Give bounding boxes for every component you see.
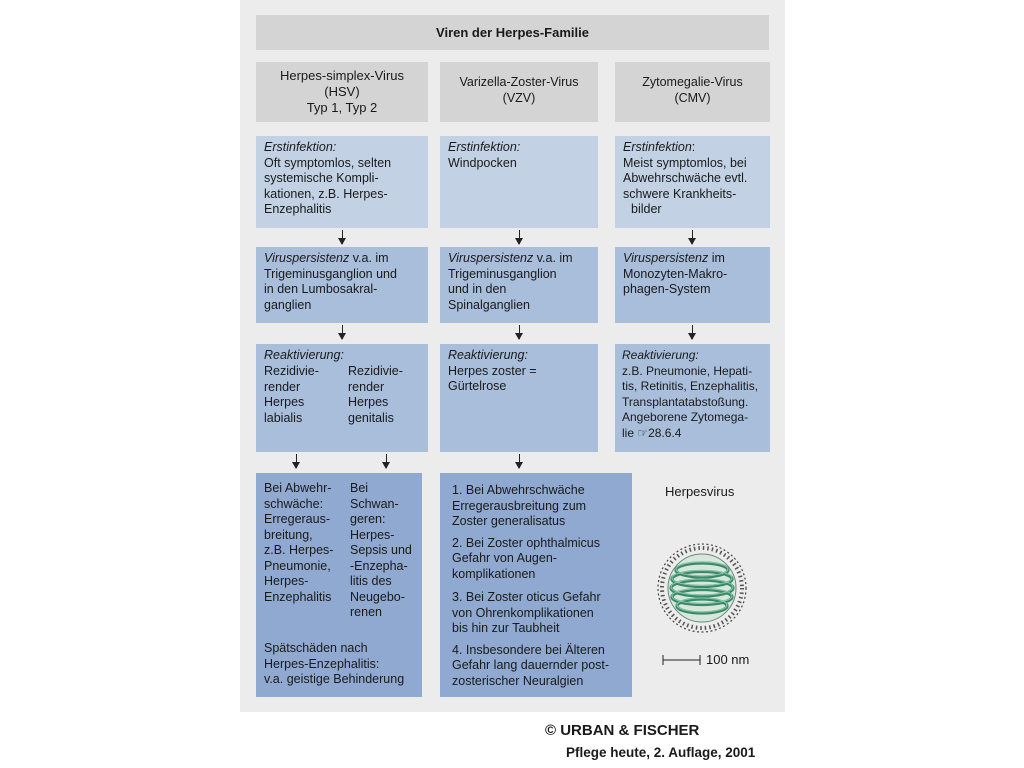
text-line: Bei Abwehr- xyxy=(264,481,332,495)
viruspersistenz-label: Viruspersistenz xyxy=(264,251,350,265)
arrow-down xyxy=(519,325,520,339)
reaktivierung-label: Reaktivierung: xyxy=(264,348,344,362)
text-line: z.B. Pneumonie, Hepati- xyxy=(622,363,753,378)
text-line: Monozyten-Makro- xyxy=(623,266,728,281)
erstinfektion-label: Erstinfektion: xyxy=(448,140,521,154)
text-line: z.B. Herpes- xyxy=(264,543,334,557)
viruspersistenz-label: Viruspersistenz xyxy=(448,251,534,265)
reaktivierung-label: Reaktivierung: xyxy=(448,348,528,362)
text-line: breitung, xyxy=(264,527,313,542)
scale-label: 100 nm xyxy=(706,652,750,667)
reak-labialis xyxy=(264,364,319,426)
vzv-reaktivierung xyxy=(440,344,598,452)
text-line: labialis xyxy=(264,410,303,425)
text-line: -Enzepha- xyxy=(350,558,408,573)
text-line: Abwehrschwäche evtl. xyxy=(623,171,748,185)
text-line: Sepsis und xyxy=(350,543,412,557)
text-line: Neugebo- xyxy=(350,589,405,604)
text-line: geren: xyxy=(350,512,386,526)
text-line: schwere Krankheits- xyxy=(623,186,737,201)
hsv-viruspersistenz xyxy=(256,247,428,323)
text-line: Trigeminusganglion xyxy=(448,266,557,281)
text-line: bilder xyxy=(631,202,662,216)
text-line: Erregerausbreitung zum xyxy=(452,498,587,513)
text-line: Herpes- xyxy=(264,574,309,588)
reak-genitalis xyxy=(348,364,403,426)
header-hsv-line: (HSV) xyxy=(324,84,360,99)
text-line: Erregeraus- xyxy=(264,512,330,526)
title-bar xyxy=(256,15,769,50)
arrow-down xyxy=(342,230,343,244)
viruspersistenz-label: Viruspersistenz xyxy=(623,251,709,265)
text-line: Spätschäden nach xyxy=(264,641,368,655)
text-line: Trigeminusganglion und xyxy=(264,266,397,281)
cmv-viruspersistenz xyxy=(615,247,770,323)
arrow-down xyxy=(692,230,693,244)
text-line: von Ohrenkomplikationen xyxy=(452,605,594,620)
reaktivierung-label: Reaktivierung: xyxy=(622,348,699,362)
text-line: litis des xyxy=(350,574,392,588)
source-citation: Pflege heute, 2. Auflage, 2001 xyxy=(566,745,756,760)
vzv-komplikationen xyxy=(440,473,632,697)
text-line: komplikationen xyxy=(452,566,536,581)
arrow-down xyxy=(519,454,520,468)
text-line: Herpes zoster = xyxy=(448,363,537,378)
herpesvirus-label: Herpesvirus xyxy=(665,484,735,499)
text-line: und in den xyxy=(448,282,507,296)
text-line: Herpes xyxy=(348,395,389,409)
text-line: systemische Kompli- xyxy=(264,171,379,185)
text-line: Rezidivie- xyxy=(348,364,403,378)
header-vzv xyxy=(440,62,598,122)
header-hsv-line: Typ 1, Typ 2 xyxy=(306,100,378,115)
text-line: render xyxy=(264,379,301,394)
text-line: in den Lumbosakral- xyxy=(264,282,378,296)
header-vzv-line: Varizella-Zoster-Virus xyxy=(459,75,579,89)
arrow-down xyxy=(342,325,343,339)
text-line: Herpes xyxy=(264,395,305,409)
erstinfektion-label: Erstinfektion: xyxy=(264,140,337,154)
text-line: Schwan- xyxy=(350,496,399,511)
arrow-down xyxy=(296,454,297,468)
text-line: kationen, z.B. Herpes- xyxy=(264,186,388,201)
comp-item-4 xyxy=(452,643,624,690)
comp-spaetschaeden xyxy=(264,641,404,688)
diagram-title: Viren der Herpes-Familie xyxy=(436,25,589,40)
text-line: Angeborene Zytomega- xyxy=(622,410,749,424)
text-line: Gefahr von Augen- xyxy=(452,551,557,565)
text-line: ganglien xyxy=(264,297,312,312)
text-line: genitalis xyxy=(348,410,394,425)
arrow-down xyxy=(692,325,693,339)
hsv-erstinfektion xyxy=(256,136,428,228)
text-line: Meist symptomlos, bei xyxy=(623,155,747,170)
text-line: renen xyxy=(350,605,382,619)
text-line: im xyxy=(708,251,725,265)
text-line: Herpes-Enzephalitis: xyxy=(264,656,380,671)
hsv-komplikationen xyxy=(256,473,422,697)
text-line: 3. Bei Zoster oticus Gefahr xyxy=(452,590,601,604)
text-line: phagen-System xyxy=(623,282,711,296)
vzv-erstinfektion xyxy=(440,136,598,228)
scale-bar-icon xyxy=(662,654,702,666)
arrow-down xyxy=(519,230,520,244)
header-cmv-line: (CMV) xyxy=(674,91,711,105)
cmv-erstinfektion xyxy=(615,136,770,228)
text-line: Pneumonie, xyxy=(264,558,331,573)
comp-abwehrschwaeche xyxy=(264,481,333,605)
text-line: Oft symptomlos, selten xyxy=(264,155,392,170)
herpesvirus-icon xyxy=(652,540,752,635)
header-hsv-line: Herpes-simplex-Virus xyxy=(279,68,404,83)
copyright: © URBAN & FISCHER xyxy=(545,722,700,739)
text-line: Gefahr lang dauernder post- xyxy=(452,658,610,672)
comp-item-1 xyxy=(452,483,624,530)
header-vzv-line: (VZV) xyxy=(502,91,536,105)
text-line: 1. Bei Abwehrschwäche xyxy=(452,483,585,497)
text-line: Enzephalitis xyxy=(264,202,332,216)
hsv-reaktivierung xyxy=(256,344,428,452)
comp-schwangere xyxy=(350,481,412,621)
header-hsv xyxy=(256,62,428,122)
text-line: v.a. geistige Behinderung xyxy=(264,672,405,686)
text-line: bis hin zur Taubheit xyxy=(452,621,560,635)
comp-item-2 xyxy=(452,536,624,583)
text-line: 2. Bei Zoster ophthalmicus xyxy=(452,535,600,550)
text-line: Zoster generalisatus xyxy=(452,514,566,528)
text-line: Bei xyxy=(350,481,369,495)
text-line: Herpes- xyxy=(350,527,395,542)
text-line: lie ☞28.6.4 xyxy=(622,425,682,440)
text-line: Transplantatabstoßung. xyxy=(622,394,749,409)
text-line: render xyxy=(348,379,385,394)
header-cmv-line: Zytomegalie-Virus xyxy=(642,75,743,89)
erstinfektion-label: Erstinfektion xyxy=(623,140,692,154)
text-line: 4. Insbesondere bei Älteren xyxy=(452,642,605,657)
text-line: Gürtelrose xyxy=(448,379,507,393)
text-line: v.a. im xyxy=(349,251,389,265)
vzv-viruspersistenz xyxy=(440,247,598,323)
label-colon: : xyxy=(691,140,696,154)
comp-item-3 xyxy=(452,590,624,637)
text-line: schwäche: xyxy=(264,496,324,511)
cmv-reaktivierung xyxy=(615,344,770,452)
header-cmv xyxy=(615,62,770,122)
text-line: Rezidivie- xyxy=(264,364,319,378)
text-line: zosterischer Neuralgien xyxy=(452,673,584,688)
arrow-down xyxy=(386,454,387,468)
text-line: Spinalganglien xyxy=(448,297,531,312)
text-line: v.a. im xyxy=(533,251,573,265)
text-line: Windpocken xyxy=(448,155,517,170)
text-line: tis, Retinitis, Enzephalitis, xyxy=(622,379,759,393)
text-line: Enzephalitis xyxy=(264,589,332,604)
